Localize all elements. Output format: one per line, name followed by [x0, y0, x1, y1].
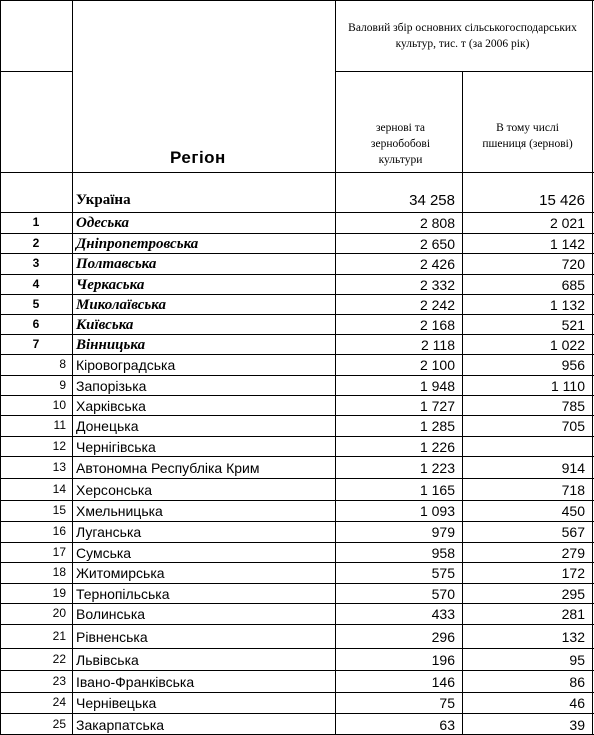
- row-grain: 75: [439, 695, 455, 711]
- row-wheat: 2 021: [549, 215, 585, 231]
- row-region: Чернігівська: [76, 439, 156, 455]
- row-wheat: 39: [569, 717, 585, 733]
- row-rank: 11: [53, 418, 66, 432]
- grid-line: [72, 395, 594, 396]
- row-region: Автономна Республіка Крим: [76, 460, 260, 476]
- grid-line: [0, 670, 72, 671]
- row-grain: 196: [431, 652, 455, 668]
- table-title: Валовий збір основних сільськогосподарських культур, тис. т (за 2006 рік): [348, 22, 577, 50]
- row-wheat: 1 142: [549, 236, 585, 252]
- row-wheat: 295: [561, 586, 585, 602]
- row-grain: 1 165: [419, 482, 455, 498]
- row-wheat: 1 110: [551, 378, 585, 394]
- row-wheat: 46: [569, 695, 585, 711]
- row-grain: 63: [439, 717, 455, 733]
- grid-line: [0, 375, 72, 376]
- grid-line: [0, 0, 1, 172]
- grid-line: [72, 562, 594, 563]
- row-wheat: 567: [561, 524, 585, 540]
- grid-line: [72, 478, 594, 479]
- row-rank: 21: [52, 629, 66, 643]
- row-grain: 2 426: [419, 256, 455, 272]
- row-region: Рівненська: [76, 629, 148, 645]
- row-rank: 18: [52, 565, 66, 579]
- grid-line: [0, 692, 72, 693]
- wheat-column-header: В тому числі пшениця (зернові): [482, 122, 573, 150]
- row-rank: 13: [52, 460, 66, 474]
- grid-line: [0, 253, 594, 254]
- row-region: Херсонська: [76, 482, 153, 498]
- grid-line: [0, 314, 594, 315]
- grid-line: [335, 71, 593, 72]
- row-rank: 25: [52, 717, 66, 731]
- grid-line: [72, 415, 594, 416]
- row-wheat: 914: [561, 460, 585, 476]
- row-region: Закарпатська: [76, 717, 165, 733]
- grid-line: [72, 0, 73, 172]
- row-grain: 1 226: [419, 439, 455, 455]
- row-rank: 20: [52, 606, 66, 620]
- row-rank: 7: [32, 337, 40, 351]
- row-wheat: 705: [561, 418, 585, 434]
- row-grain: 2 100: [419, 357, 455, 373]
- row-grain: 958: [431, 545, 455, 561]
- grain-column-header: зернові та зернобобові культури: [370, 122, 431, 166]
- row-region: Полтавська: [76, 256, 157, 272]
- row-grain: 296: [431, 629, 455, 645]
- row-wheat: 86: [569, 674, 585, 690]
- grid-line: [592, 0, 593, 172]
- grid-line: [0, 521, 72, 522]
- region-column-header: Регіон: [170, 148, 226, 167]
- total-row-region: Україна: [76, 192, 131, 208]
- row-region: Черкаська: [76, 277, 145, 293]
- grid-line: [0, 500, 72, 501]
- row-rank: 2: [32, 236, 40, 250]
- grid-line: [0, 172, 1, 735]
- row-wheat: 1 132: [549, 297, 585, 313]
- grid-line: [0, 478, 72, 479]
- row-rank: 4: [32, 277, 40, 291]
- grid-line: [72, 456, 594, 457]
- row-wheat: 718: [561, 482, 585, 498]
- grid-line: [335, 0, 336, 172]
- row-rank: 24: [52, 695, 66, 709]
- grid-line: [72, 670, 594, 671]
- grid-line: [0, 354, 72, 355]
- row-rank: 1: [32, 215, 40, 229]
- row-region: Миколаївська: [76, 297, 166, 313]
- row-rank: 15: [52, 503, 66, 517]
- row-grain: 1 223: [419, 460, 455, 476]
- row-grain: 146: [431, 674, 455, 690]
- row-grain: 575: [431, 565, 455, 581]
- row-wheat: 685: [561, 277, 585, 293]
- row-grain: 1 093: [419, 503, 455, 519]
- grid-line: [0, 274, 594, 275]
- grid-line: [72, 436, 594, 437]
- grid-line: [72, 500, 594, 501]
- row-wheat: 785: [561, 398, 585, 414]
- grid-line: [72, 648, 594, 649]
- row-region: Львівська: [76, 652, 139, 668]
- row-wheat: 279: [561, 545, 585, 561]
- grid-line: [0, 172, 594, 173]
- grid-line: [0, 583, 72, 584]
- row-wheat: 956: [561, 357, 585, 373]
- grid-line: [72, 624, 594, 625]
- row-rank: 5: [32, 297, 40, 311]
- row-wheat: 720: [561, 256, 585, 272]
- grid-line: [0, 603, 72, 604]
- row-region: Сумська: [76, 545, 132, 561]
- row-region: Чернівецька: [76, 695, 157, 711]
- grid-line: [72, 172, 73, 735]
- grid-line: [0, 456, 72, 457]
- grid-line: [72, 542, 594, 543]
- row-grain: 2 808: [419, 215, 455, 231]
- row-grain: 979: [431, 524, 455, 540]
- row-grain: 433: [431, 606, 455, 622]
- row-rank: 8: [59, 357, 66, 371]
- row-rank: 10: [52, 398, 66, 412]
- grid-line: [0, 71, 72, 72]
- grid-line: [0, 542, 72, 543]
- total-row-grain: 34 258: [409, 192, 455, 209]
- row-region: Харківська: [76, 398, 146, 414]
- row-region: Кіровоградська: [76, 357, 176, 373]
- row-grain: 570: [431, 586, 455, 602]
- grid-line: [0, 233, 594, 234]
- row-region: Запорізька: [76, 378, 147, 394]
- row-grain: 1 285: [419, 418, 455, 434]
- row-rank: 22: [52, 652, 66, 666]
- grid-line: [0, 415, 72, 416]
- row-grain: 2 168: [419, 317, 455, 333]
- grid-line: [0, 294, 594, 295]
- grid-line: [72, 692, 594, 693]
- grid-line: [0, 436, 72, 437]
- row-region: Вінницька: [76, 337, 146, 353]
- grid-line: [0, 713, 72, 714]
- grid-line: [72, 603, 594, 604]
- row-wheat: 521: [561, 317, 585, 333]
- grid-line: [462, 72, 463, 172]
- row-rank: 6: [32, 317, 40, 331]
- grid-line: [72, 354, 594, 355]
- row-region: Київська: [76, 317, 134, 333]
- row-rank: 17: [52, 545, 66, 559]
- grid-line: [462, 172, 463, 735]
- grid-line: [72, 583, 594, 584]
- row-region: Одеська: [76, 215, 129, 231]
- row-grain: 2 118: [421, 337, 455, 353]
- row-wheat: 172: [561, 565, 585, 581]
- row-wheat: 1 022: [549, 337, 585, 353]
- grid-line: [72, 521, 594, 522]
- row-grain: 2 332: [419, 277, 455, 293]
- row-grain: 1 948: [419, 378, 455, 394]
- row-region: Івано-Франківська: [76, 674, 195, 690]
- row-rank: 9: [59, 378, 66, 392]
- grid-line: [0, 334, 594, 335]
- grid-line: [0, 562, 72, 563]
- grid-line: [0, 0, 594, 1]
- row-grain: 2 650: [419, 236, 455, 252]
- grid-line: [592, 172, 593, 735]
- row-region: Тернопільська: [76, 586, 170, 602]
- row-rank: 3: [32, 256, 40, 270]
- row-grain: 1 727: [419, 398, 455, 414]
- row-rank: 14: [52, 482, 66, 496]
- row-region: Волинська: [76, 606, 146, 622]
- row-region: Луганська: [76, 524, 142, 540]
- row-rank: 23: [52, 674, 66, 688]
- row-wheat: 281: [561, 606, 585, 622]
- row-rank: 16: [52, 524, 66, 538]
- grid-line: [72, 375, 594, 376]
- grid-line: [335, 172, 336, 735]
- row-rank: 19: [52, 586, 66, 600]
- row-grain: 2 242: [419, 297, 455, 313]
- grid-line: [0, 648, 72, 649]
- row-wheat: 450: [561, 503, 585, 519]
- row-wheat: 132: [561, 629, 585, 645]
- row-region: Хмельницька: [76, 503, 163, 519]
- row-wheat: 95: [569, 652, 585, 668]
- row-region: Донецька: [76, 418, 139, 434]
- grid-line: [0, 212, 594, 213]
- row-region: Дніпропетровська: [76, 236, 199, 252]
- total-row-wheat: 15 426: [539, 192, 585, 209]
- grid-line: [0, 624, 72, 625]
- grid-line: [72, 713, 594, 714]
- row-region: Житомирська: [76, 565, 165, 581]
- grid-line: [0, 395, 72, 396]
- row-rank: 12: [52, 439, 66, 453]
